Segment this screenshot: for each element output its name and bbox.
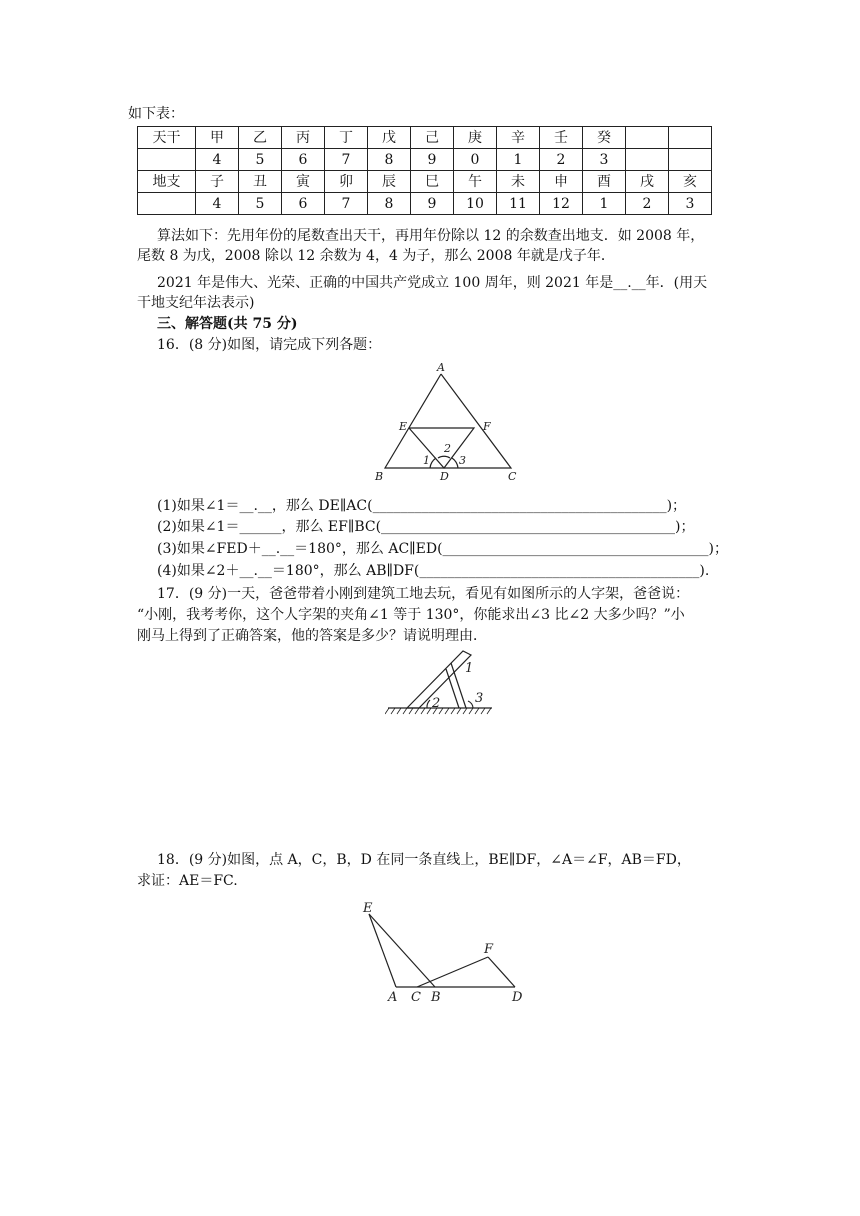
table-cell: 癸	[583, 127, 626, 149]
angle-3-arc	[468, 701, 473, 708]
table-cell: 丑	[239, 171, 282, 193]
table-cell: 6	[282, 149, 325, 171]
algo-line-2: 尾数 8 为戊，2008 除以 12 余数为 4，4 为子，那么 2008 年就是戊子年．	[137, 248, 615, 264]
q17-line-1: 17．(9 分)一天，爸爸带着小刚到建筑工地去玩，看见有如图所示的人字架，爸爸说：	[157, 586, 690, 602]
q17-line-3: 刚马上得到了正确答案，他的答案是多少？请说明理由．	[137, 628, 487, 644]
label-A: A	[437, 361, 445, 374]
table-cell: 丙	[282, 127, 325, 149]
table-cell: 5	[239, 149, 282, 171]
table-cell: 甲	[196, 127, 239, 149]
angle-3-label: 3	[459, 454, 466, 467]
label-A: A	[388, 990, 398, 1005]
table-cell: 辛	[497, 127, 540, 149]
table-cell: 3	[583, 149, 626, 171]
angle-1-label: 1	[465, 661, 474, 676]
ladder-leg-inner	[446, 669, 459, 708]
table-cell: 乙	[239, 127, 282, 149]
table-cell: 申	[540, 171, 583, 193]
table-row	[138, 127, 712, 149]
table-cell: 壬	[540, 127, 583, 149]
table-cell: 巳	[411, 171, 454, 193]
intro-text: 如下表：	[128, 106, 184, 122]
table-cell: 1	[583, 193, 626, 215]
table-cell: 7	[325, 149, 368, 171]
table-cell: 2	[540, 149, 583, 171]
q16-part-4: (4)如果∠2＋__.__＝180°，那么 AB∥DF(________________________________________).	[157, 563, 710, 579]
table-cell	[138, 149, 196, 171]
segment-CF	[417, 957, 488, 987]
table-cell: 9	[411, 149, 454, 171]
q16-part-3: (3)如果∠FED＋__.__＝180°，那么 AC∥ED(______________________________________)；	[157, 541, 728, 557]
table-cell: 8	[368, 193, 411, 215]
segment-EB	[369, 914, 435, 987]
angle-2-label: 2	[444, 442, 451, 455]
label-B: B	[431, 990, 441, 1005]
q16-part-1: (1)如果∠1＝__.__，那么 DE∥AC(__________________________________________)；	[157, 498, 687, 514]
q17-figure	[385, 645, 495, 720]
q16-figure	[370, 360, 520, 485]
table-cell: 子	[196, 171, 239, 193]
table-cell	[626, 127, 669, 149]
table-cell: 辰	[368, 171, 411, 193]
table-cell: 地支	[138, 171, 196, 193]
label-D: D	[440, 470, 449, 483]
table-cell: 午	[454, 171, 497, 193]
angle-3-arc	[452, 458, 458, 468]
q15-line-1: 2021 年是伟大、光荣、正确的中国共产党成立 100 周年，则 2021 年是__.__年．(用天	[157, 275, 708, 291]
segment-EA	[369, 914, 396, 987]
q18-figure	[355, 895, 535, 1010]
label-C: C	[411, 990, 421, 1005]
label-B: B	[375, 470, 384, 483]
table-cell: 12	[540, 193, 583, 215]
label-D: D	[512, 990, 523, 1005]
q18-line-1: 18．(9 分)如图，点 A，C，B，D 在同一条直线上，BE∥DF，∠A＝∠F，AB＝FD，	[157, 852, 691, 868]
table-cell: 庚	[454, 127, 497, 149]
table-cell: 戊	[368, 127, 411, 149]
section-3-heading: 三、解答题(共 75 分)	[157, 316, 298, 332]
algo-line-1: 算法如下：先用年份的尾数查出天干，再用年份除以 12 的余数查出地支．如 2008 年，	[157, 228, 705, 244]
table-cell: 2	[626, 193, 669, 215]
table-cell	[138, 193, 196, 215]
table-cell: 9	[411, 193, 454, 215]
table-cell: 己	[411, 127, 454, 149]
angle-2-label: 2	[432, 696, 441, 711]
table-cell: 10	[454, 193, 497, 215]
table-cell: 卯	[325, 171, 368, 193]
table-cell: 未	[497, 171, 540, 193]
label-C: C	[508, 470, 517, 483]
label-F: F	[484, 942, 494, 957]
angle-1-arc	[430, 458, 436, 468]
label-E: E	[363, 901, 373, 916]
table-row	[138, 149, 712, 171]
label-F: F	[483, 420, 491, 433]
table-cell: 天干	[138, 127, 196, 149]
ladder-leg-outer	[451, 663, 466, 708]
angle-2-arc	[427, 700, 430, 708]
table-cell: 0	[454, 149, 497, 171]
stems-branches-table	[137, 126, 712, 215]
q17-line-2: “小刚，我考考你，这个人字架的夹角∠1 等于 130°，你能求出∠3 比∠2 大多少吗？”小	[137, 607, 685, 623]
table-cell: 亥	[669, 171, 712, 193]
table-cell: 7	[325, 193, 368, 215]
angle-2-arc	[438, 456, 450, 458]
table-cell: 1	[497, 149, 540, 171]
table-cell: 3	[669, 193, 712, 215]
table-cell	[626, 149, 669, 171]
q16-stem: 16．(8 分)如图，请完成下列各题：	[157, 337, 382, 353]
angle-3-label: 3	[475, 691, 484, 706]
q18-line-2: 求证：AE＝FC.	[137, 873, 238, 889]
angle-1-label: 1	[423, 454, 430, 467]
label-E: E	[399, 420, 408, 433]
table-cell: 11	[497, 193, 540, 215]
table-cell: 4	[196, 193, 239, 215]
table-cell: 寅	[282, 171, 325, 193]
table-row	[138, 171, 712, 193]
table-cell: 5	[239, 193, 282, 215]
table-cell: 酉	[583, 171, 626, 193]
table-cell: 4	[196, 149, 239, 171]
table-cell: 戌	[626, 171, 669, 193]
segment-FD	[488, 957, 515, 987]
table-row	[138, 193, 712, 215]
table-cell: 8	[368, 149, 411, 171]
q16-part-2: (2)如果∠1＝______，那么 EF∥BC(__________________________________________)；	[157, 519, 695, 535]
q15-line-2: 干地支纪年法表示)	[137, 295, 255, 311]
table-cell: 6	[282, 193, 325, 215]
table-cell: 丁	[325, 127, 368, 149]
table-cell	[669, 127, 712, 149]
table-cell	[669, 149, 712, 171]
